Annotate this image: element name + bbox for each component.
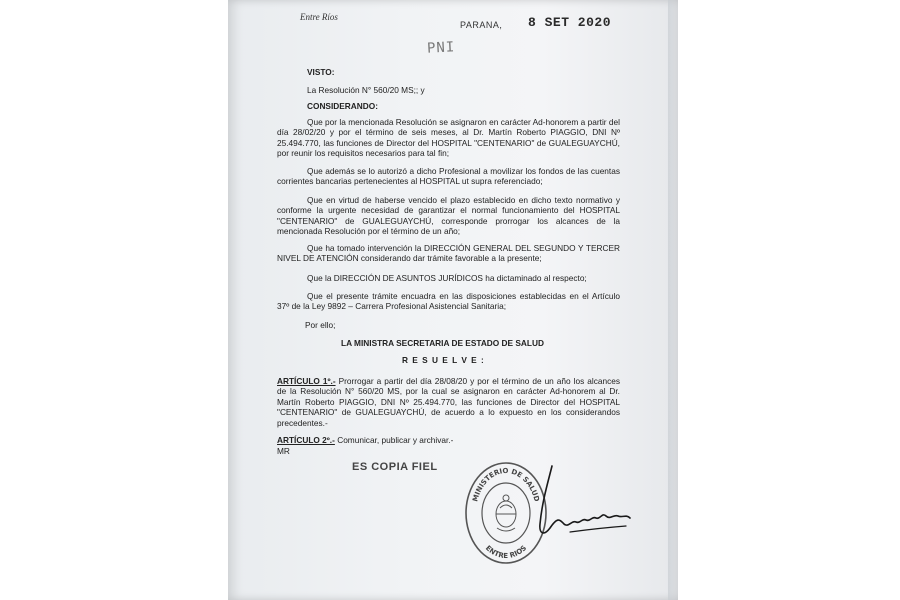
seal-text-top: MINISTERIO DE SALUD <box>471 466 541 503</box>
visto-heading: VISTO: <box>307 67 335 77</box>
page-edge-shadow <box>668 0 678 600</box>
considerando-paragraph-4: Que ha tomado intervención la DIRECCIÓN GENERAL DEL SEGUNDO Y TERCER NIVEL DE ATENCIÓN considerando dar trámite favorable a la presente; <box>277 243 620 264</box>
articulo-2-label: ARTÍCULO 2º.- <box>277 435 335 445</box>
initials-mr: MR <box>277 446 290 456</box>
svg-text:ENTRE RIOS <box>484 544 528 560</box>
authority-title: LA MINISTRA SECRETARIA DE ESTADO DE SALUD <box>341 338 544 348</box>
es-copia-fiel-stamp: ES COPIA FIEL <box>352 461 438 473</box>
seal-text-bottom: ENTRE RIOS <box>483 543 529 561</box>
considerando-heading: CONSIDERANDO: <box>307 101 378 111</box>
letterhead: Entre Ríos <box>300 12 338 22</box>
handwritten-signature <box>530 462 640 552</box>
considerando-paragraph-6: Que el presente trámite encuadra en las disposiciones establecidas en el Artículo 37º de la Ley 9892 – Carrera Profesional Asistencial Sanitaria; <box>277 291 620 312</box>
considerando-paragraph-1: Que por la mencionada Resolución se asignaron en carácter Ad-honorem a partir del día 28/02/20 y por el término de seis meses, al Dr. Martín Roberto PIAGGIO, DNI Nº 25.494.770, las funciones de Director del HOSPITAL "CENTENARIO" de GUALEGUAYCHÚ, por reunir los requisitos necesarios para tal fin; <box>277 117 620 159</box>
resuelve-heading: R E S U E L V E : <box>402 355 485 365</box>
date-stamp: 8 SET 2020 <box>528 15 612 30</box>
articulo-1-label: ARTÍCULO 1º.- <box>277 376 336 386</box>
considerando-paragraph-3: Que en virtud de haberse vencido el plazo establecido en dicho texto normativo y conforme la urgente necesidad de garantizar el normal funcionamiento del HOSPITAL "CENTENARIO" de GUALEGUAYCHÚ, corresponde prorrogar los alcances de la mencionada Resolución por el término de un año; <box>277 195 620 237</box>
considerando-paragraph-2: Que además se lo autorizó a dicho Profesional a movilizar los fondos de las cuentas corrientes bancarias pertenecientes al HOSPITAL ut supra referenciado; <box>277 166 620 187</box>
articulo-2 <box>277 435 453 445</box>
coat-of-arms-icon <box>496 495 516 531</box>
place-label: PARANA, <box>460 20 503 30</box>
articulo-1-text: Prorrogar a partir del día 28/08/20 y por el término de un año los alcances de la Resolución N° 560/20 MS, por la cual se asignaron en carácter Ad-honorem al Dr. Martín Roberto PIAGGIO, DNI Nº 25.494.770, las funciones de Director del HOSPITAL "CENTENARIO" de GUALEGUAYCHÚ, de acuerdo a lo expuesto en los considerandos precedentes.- <box>277 376 620 428</box>
handwritten-initials: PNI <box>426 39 456 57</box>
articulo-2-text: Comunicar, publicar y archivar.- <box>337 435 454 445</box>
scan-background <box>0 0 228 600</box>
articulo-1 <box>277 376 620 428</box>
considerando-paragraph-5: Que la DIRECCIÓN DE ASUNTOS JURÍDICOS ha dictaminado al respecto; <box>307 273 587 283</box>
por-ello: Por ello; <box>305 320 336 330</box>
visto-text: La Resolución N° 560/20 MS;; y <box>307 85 425 95</box>
